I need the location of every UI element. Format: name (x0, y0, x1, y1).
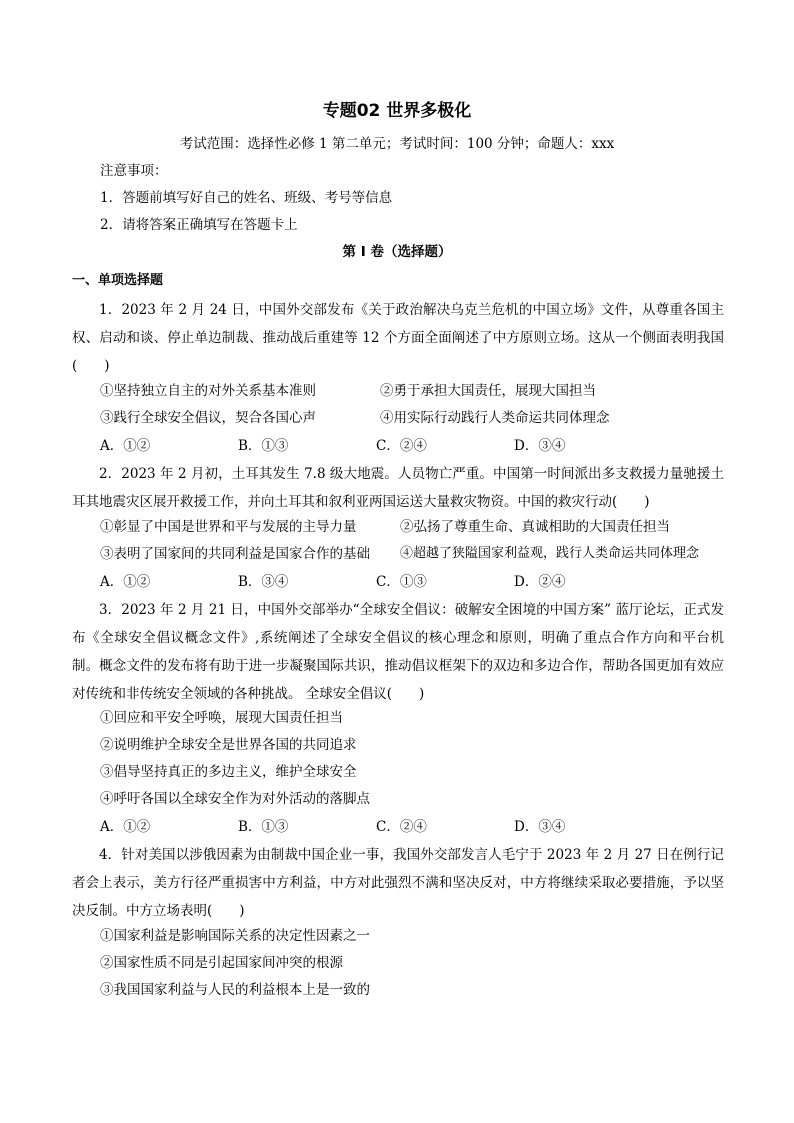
choice-d: D．③④ (514, 438, 566, 454)
statement: ①坚持独立自主的对外关系基本准则 (100, 383, 316, 399)
exam-info: 考试范围：选择性必修 1 第二单元；考试时间：100 分钟；命题人：xxx (179, 136, 615, 152)
choice-b: B．③④ (238, 574, 289, 590)
statement: ③倡导坚持真正的多边主义，维护全球安全 (100, 764, 357, 780)
question-stem: 2．2023 年 2 月初，土耳其发生 7.8 级大地震。人员物亡严重。中国第一时间派出多支救援力量驰援土耳其地震灾区展开救援工作，并向土耳其和叙利亚两国运送大量救灾物资。中国的救灾行动( ) (72, 466, 724, 510)
statement: ④超越了狭隘国家利益观，践行人类命运共同体理念 (400, 546, 700, 561)
statement: ②说明维护全球安全是世界各国的共同追求 (100, 737, 357, 753)
statement: ①国家利益是影响国际关系的决定性因素之一 (100, 928, 370, 944)
volume-title: 第 I 卷（选择题） (342, 244, 452, 260)
notice-label: 注意事项： (100, 163, 168, 179)
answer-choices (100, 817, 652, 837)
statement: ②弘扬了尊重生命、真诚相助的大国责任担当 (400, 519, 670, 535)
notice-item: 1．答题前填写好自己的姓名、班级、考号等信息 (100, 190, 393, 206)
statement: ③践行全球安全倡议，契合各国心声 (100, 410, 316, 426)
statement: ②国家性质不同是引起国家间冲突的根源 (100, 955, 343, 971)
choice-c: C．②④ (376, 438, 427, 454)
statement: ②勇于承担大国责任，展现大国担当 (380, 383, 596, 399)
question-stem: 1．2023 年 2 月 24 日，中国外交部发布《关于政治解决乌克兰危机的中国立场》文件，从尊重各国主权、启动和谈、停止单边制裁、推动战后重建等 12 个方面全面阐述了中方原则立场。这从一个侧面表明我国( ) (72, 302, 724, 374)
statement: ④呼吁各国以全球安全作为对外活动的落脚点 (100, 791, 370, 807)
answer-choices (100, 436, 652, 456)
section-title: 一、单项选择题 (72, 273, 164, 288)
choice-d: D．③④ (514, 819, 566, 835)
question-stem: 4．针对美国以涉俄因素为由制裁中国企业一事，我国外交部发言人毛宁于 2023 年 2 月 27 日在例行记者会上表示，美方行径严重损害中方利益，中方对此强烈不满和坚决反对，中方将继续采取必要措施，予以坚决反制。中方立场表明( ) (72, 847, 724, 919)
statement: ③表明了国家间的共同利益是国家合作的基础 (100, 546, 370, 562)
choice-a: A．①② (100, 819, 151, 835)
statement: ①彰显了中国是世界和平与发展的主导力量 (100, 519, 357, 535)
statement: ③我国国家利益与人民的利益根本上是一致的 (100, 982, 370, 998)
choice-c: C．②④ (376, 819, 427, 835)
choice-b: B．①③ (238, 438, 289, 454)
choice-a: A．①② (100, 574, 151, 590)
choice-c: C．①③ (376, 574, 427, 590)
page-title: 专题02 世界多极化 (322, 101, 472, 121)
notice-item: 2．请将答案正确填写在答题卡上 (100, 217, 298, 233)
choice-d: D．②④ (514, 574, 566, 590)
answer-choices (100, 572, 652, 592)
statement: ①回应和平安全呼唤，展现大国责任担当 (100, 710, 343, 726)
choice-a: A．①② (100, 438, 151, 454)
choice-b: B．①③ (238, 819, 289, 835)
question-stem: 3．2023 年 2 月 21 日，中国外交部举办“全球安全倡议：破解安全困境的中国方案” 蓝厅论坛，正式发布《全球安全倡议概念文件》,系统阐述了全球安全倡议的核心理念和原则，明确了重点合作方向和平台机制。概念文件的发布将有助于进一步凝聚国际共识，推动倡议框架下的双边和多边合作，帮助各国更加有效应对传统和非传统安全领域的各种挑战。 全球安全倡议( ) (72, 602, 724, 702)
statement: ④用实际行动践行人类命运共同体理念 (380, 410, 610, 426)
